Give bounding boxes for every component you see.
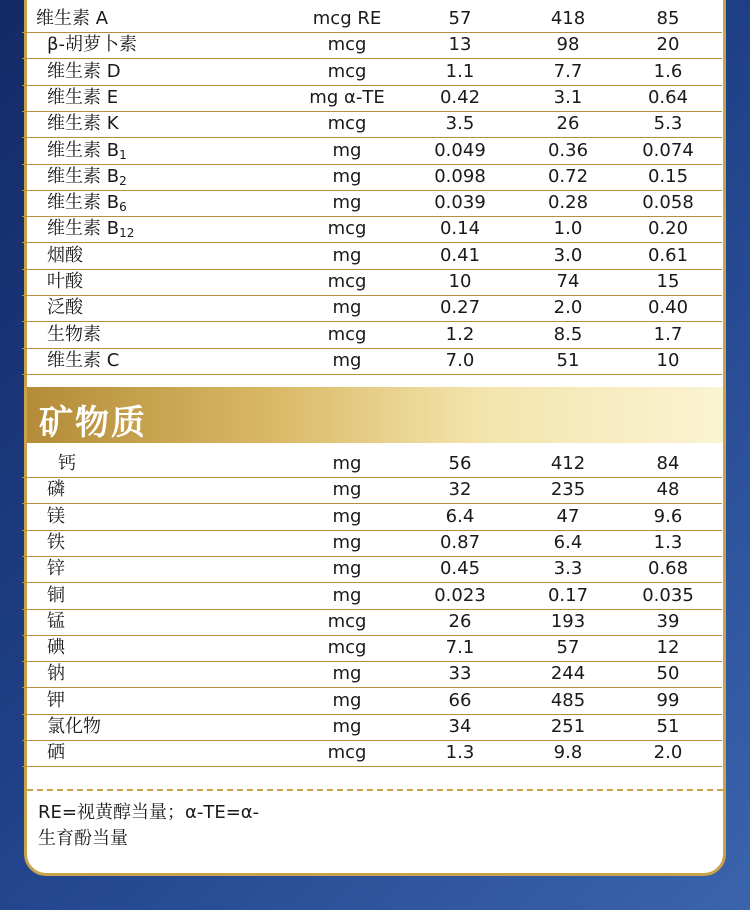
table-row: [22, 269, 722, 296]
footnote-line-2: 生育酚当量: [38, 828, 128, 849]
value-cell: 0.28: [547, 192, 589, 214]
unit-cell: mg: [332, 689, 362, 711]
value-cell: 98: [556, 34, 580, 56]
value-cell: 1.3: [653, 531, 683, 553]
unit-cell: mg: [332, 584, 362, 606]
value-cell: 15: [656, 271, 680, 292]
unit-cell: mg: [332, 297, 362, 319]
nutrient-name: 维生素 $B_2$: [47, 165, 127, 188]
value-cell: 57: [556, 637, 580, 659]
value-cell: 0.049: [434, 139, 486, 161]
value-cell: 9.6: [653, 505, 683, 527]
table-row: [22, 609, 722, 636]
value-cell: 0.72: [547, 165, 589, 187]
value-cell: 0.36: [547, 139, 589, 161]
nutrient-name: 磷: [47, 479, 65, 501]
unit-cell: mg: [332, 244, 362, 266]
value-cell: 56: [448, 453, 472, 474]
nutrient-name: 氯化物: [47, 716, 101, 737]
value-cell: 0.14: [439, 218, 481, 240]
unit-cell: mg: [332, 349, 362, 371]
table-row: [22, 322, 722, 349]
unit-cell: mg α-TE: [309, 86, 385, 108]
table-row: [22, 59, 722, 86]
unit-cell: mg: [332, 558, 362, 580]
value-cell: 26: [556, 113, 580, 135]
unit-cell: mg: [332, 453, 362, 474]
value-cell: 3.3: [553, 558, 583, 580]
value-cell: 251: [550, 716, 586, 737]
unit-cell: mcg: [327, 271, 367, 292]
unit-cell: mcg: [327, 218, 367, 240]
value-cell: 0.098: [434, 165, 486, 187]
table-row: [22, 477, 722, 504]
nutrient-name: 碘: [47, 637, 65, 659]
value-cell: 99: [656, 689, 680, 711]
table-row: [22, 138, 722, 165]
nutrient-name: 叶酸: [47, 271, 83, 292]
value-cell: 26: [448, 610, 472, 632]
value-cell: 244: [550, 663, 586, 685]
footnote-line-1: RE=视黄醇当量；α-TE=α-: [38, 802, 260, 823]
table-row: [22, 348, 722, 375]
value-cell: 10: [656, 349, 680, 371]
value-cell: 34: [448, 716, 472, 737]
value-cell: 39: [656, 610, 680, 632]
nutrient-name: 生物素: [47, 323, 101, 345]
value-cell: 33: [448, 663, 472, 685]
nutrient-name: 维生素 C: [47, 349, 120, 371]
value-cell: 0.64: [647, 86, 689, 108]
value-cell: 66: [448, 689, 472, 711]
value-cell: 0.68: [647, 558, 689, 580]
value-cell: 8.5: [553, 323, 583, 345]
nutrient-name: 维生素 E: [47, 86, 119, 108]
unit-cell: mcg: [327, 60, 367, 82]
value-cell: 3.5: [445, 113, 475, 135]
unit-cell: mg: [332, 505, 362, 527]
minerals-section-banner: [27, 387, 723, 443]
value-cell: 51: [556, 349, 580, 371]
value-cell: 0.87: [439, 531, 481, 553]
value-cell: 0.17: [547, 584, 589, 606]
table-row: [22, 661, 722, 688]
table-row: [22, 556, 722, 583]
value-cell: 47: [556, 505, 580, 527]
unit-cell: mg: [332, 165, 362, 187]
value-cell: 12: [656, 637, 680, 659]
value-cell: 1.6: [653, 60, 683, 82]
value-cell: 235: [550, 479, 586, 501]
table-row: [22, 243, 722, 270]
value-cell: 50: [656, 663, 680, 685]
value-cell: 0.45: [439, 558, 481, 580]
value-cell: 0.42: [439, 86, 481, 108]
value-cell: 2.0: [653, 742, 683, 764]
value-cell: 57: [448, 8, 472, 29]
value-cell: 0.023: [434, 584, 486, 606]
nutrient-name: 钙: [58, 453, 76, 474]
value-cell: 0.039: [434, 192, 486, 214]
value-cell: 418: [550, 8, 586, 29]
value-cell: 7.1: [445, 637, 475, 659]
unit-cell: mcg: [327, 637, 367, 659]
value-cell: 7.7: [553, 60, 583, 82]
table-row: [22, 111, 722, 138]
unit-cell: mg: [332, 479, 362, 501]
table-row: [22, 164, 722, 191]
value-cell: 7.0: [445, 349, 475, 371]
nutrient-name: 锌: [47, 558, 65, 580]
unit-cell: mcg RE: [312, 8, 382, 29]
unit-cell: mg: [332, 192, 362, 214]
unit-cell: mcg: [327, 34, 367, 56]
nutrient-name: 烟酸: [47, 244, 83, 266]
value-cell: 1.1: [445, 60, 475, 82]
nutrient-name: 镁: [47, 505, 65, 527]
nutrient-name: 维生素 $B_{12}$: [47, 218, 135, 241]
unit-cell: mg: [332, 716, 362, 737]
value-cell: 74: [556, 271, 580, 292]
value-cell: 0.27: [439, 297, 481, 319]
table-row: [22, 530, 722, 557]
nutrient-name: β-胡萝卜素: [47, 34, 137, 56]
value-cell: 0.15: [647, 165, 689, 187]
value-cell: 9.8: [553, 742, 583, 764]
value-cell: 0.41: [439, 244, 481, 266]
value-cell: 0.40: [647, 297, 689, 319]
value-cell: 13: [448, 34, 472, 56]
value-cell: 0.035: [642, 584, 694, 606]
value-cell: 32: [448, 479, 472, 501]
unit-cell: mg: [332, 663, 362, 685]
value-cell: 48: [656, 479, 680, 501]
table-row: [22, 714, 722, 741]
nutrient-name: 维生素 $B_6$: [47, 192, 127, 215]
nutrient-name: 硒: [47, 742, 65, 764]
nutrient-name: 钾: [47, 689, 65, 711]
value-cell: 84: [656, 453, 680, 474]
value-cell: 20: [656, 34, 680, 56]
table-row: [22, 451, 722, 478]
value-cell: 6.4: [553, 531, 583, 553]
nutrient-name: 钠: [47, 663, 65, 685]
value-cell: 3.1: [553, 86, 583, 108]
value-cell: 10: [448, 271, 472, 292]
value-cell: 0.074: [642, 139, 694, 161]
value-cell: 51: [656, 716, 680, 737]
value-cell: 1.3: [445, 742, 475, 764]
table-row: [22, 32, 722, 59]
unit-cell: mcg: [327, 323, 367, 345]
footnote: [38, 800, 338, 852]
value-cell: 1.0: [553, 218, 583, 240]
value-cell: 0.61: [647, 244, 689, 266]
table-row: [22, 504, 722, 531]
table-row: [22, 635, 722, 662]
table-row: [22, 216, 722, 243]
value-cell: 485: [550, 689, 586, 711]
value-cell: 2.0: [553, 297, 583, 319]
unit-cell: mg: [332, 531, 362, 553]
value-cell: 0.20: [647, 218, 689, 240]
dashed-divider: [27, 789, 723, 791]
value-cell: 3.0: [553, 244, 583, 266]
nutrient-name: 泛酸: [47, 297, 83, 319]
value-cell: 193: [550, 610, 586, 632]
nutrient-name: 锰: [47, 610, 65, 632]
unit-cell: mcg: [327, 113, 367, 135]
nutrient-name: 铜: [47, 584, 65, 606]
unit-cell: mcg: [327, 610, 367, 632]
value-cell: 412: [550, 453, 586, 474]
minerals-section-title: 矿物质: [39, 403, 147, 443]
nutrient-name: 维生素 $B_1$: [47, 139, 127, 162]
value-cell: 85: [656, 8, 680, 29]
value-cell: 1.2: [445, 323, 475, 345]
value-cell: 1.7: [653, 323, 683, 345]
nutrient-name: 维生素 K: [47, 113, 119, 135]
value-cell: 5.3: [653, 113, 683, 135]
nutrient-name: 维生素 A: [36, 8, 109, 29]
nutrient-name: 维生素 D: [47, 60, 121, 82]
value-cell: 6.4: [445, 505, 475, 527]
table-row: [22, 295, 722, 322]
table-row: [22, 740, 722, 767]
nutrient-name: 铁: [47, 531, 65, 553]
table-row: [22, 85, 722, 112]
table-row: [22, 190, 722, 217]
value-cell: 0.058: [642, 192, 694, 214]
unit-cell: mg: [332, 139, 362, 161]
unit-cell: mcg: [327, 742, 367, 764]
table-row: [22, 688, 722, 715]
table-row: [22, 583, 722, 610]
table-row: [22, 6, 722, 33]
